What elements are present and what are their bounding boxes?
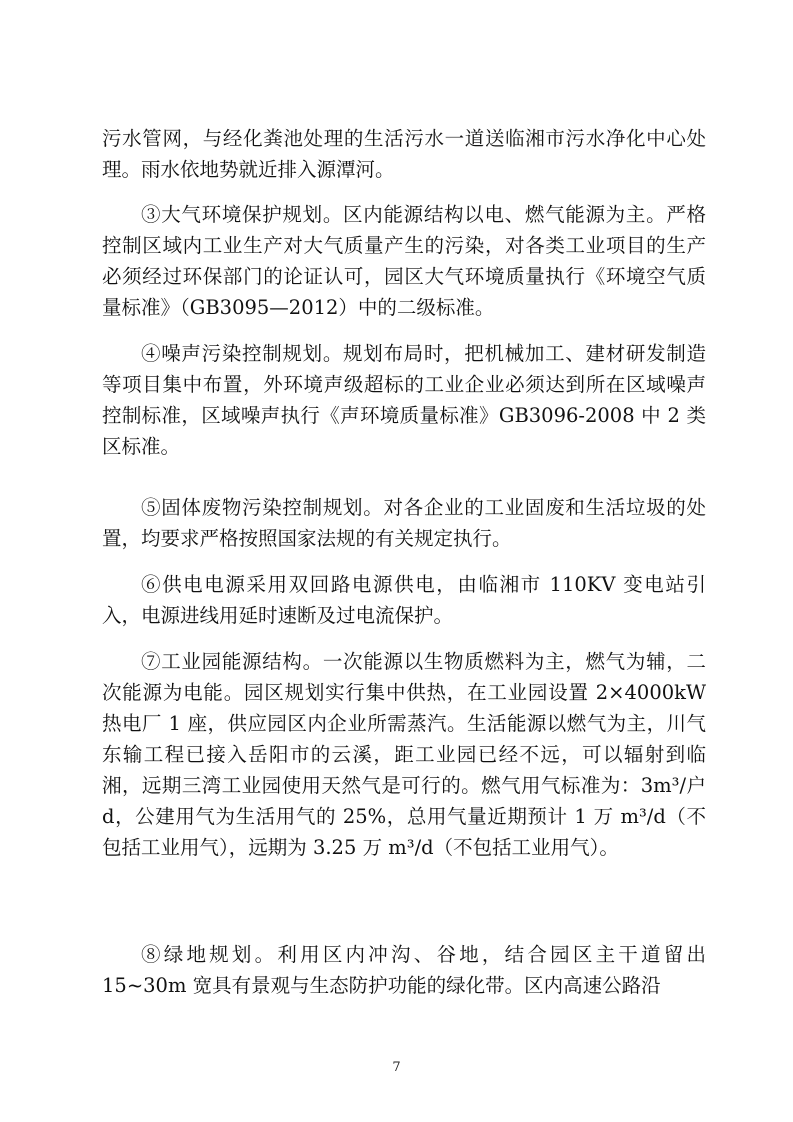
paragraph-solid-waste: ⑤固体废物污染控制规划。对各企业的工业固废和生活垃圾的处置，均要求严格按照国家法规的有关规定执行。: [102, 496, 706, 550]
paragraph-power-supply: ⑥供电电源采用双回路电源供电，由临湘市 110KV 变电站引入，电源进线用延时速断及过电流保护。: [102, 573, 706, 627]
paragraph-energy-structure: ⑦工业园能源结构。一次能源以生物质燃料为主，燃气为辅，二次能源为电能。园区规划实行集中供热，在工业园设置 2×4000kW 热电厂 1 座，供应园区内企业所需蒸汽。生活能源以燃气为主，川气东输工程已接入岳阳市的云溪，距工业园已经不远，可以辐射到临湘，远期三湾工业园使用天然气是可行的。燃气用气标准为：3m³/户 d，公建用气为生活用气的 25%，总用气量近期预计 1 万 m³/d（不包括工业用气），远期为 3.25 万 m³/d（不包括工业用气）。: [102, 650, 706, 859]
paragraph-noise-control: ④噪声污染控制规划。规划布局时，把机械加工、建材研发制造等项目集中布置，外环境声级超标的工业企业必须达到所在区域噪声控制标准，区域噪声执行《声环境质量标准》GB3096-2008 中 2 类区标准。: [102, 342, 706, 458]
page-number: 7: [392, 1060, 401, 1075]
paragraph-green-space: ⑧绿地规划。利用区内冲沟、谷地，结合园区主干道留出 15~30m 宽具有景观与生态防护功能的绿化带。区内高速公路沿: [102, 943, 706, 997]
paragraph-air-quality: ③大气环境保护规划。区内能源结构以电、燃气能源为主。严格控制区域内工业生产对大气质量产生的污染，对各类工业项目的生产必须经过环保部门的论证认可，园区大气环境质量执行《环境空气质量标准》（GB3095—2012）中的二级标准。: [102, 203, 706, 319]
paragraph-wastewater: 污水管网，与经化粪池处理的生活污水一道送临湘市污水净化中心处理。雨水依地势就近排入源潭河。: [102, 127, 706, 181]
